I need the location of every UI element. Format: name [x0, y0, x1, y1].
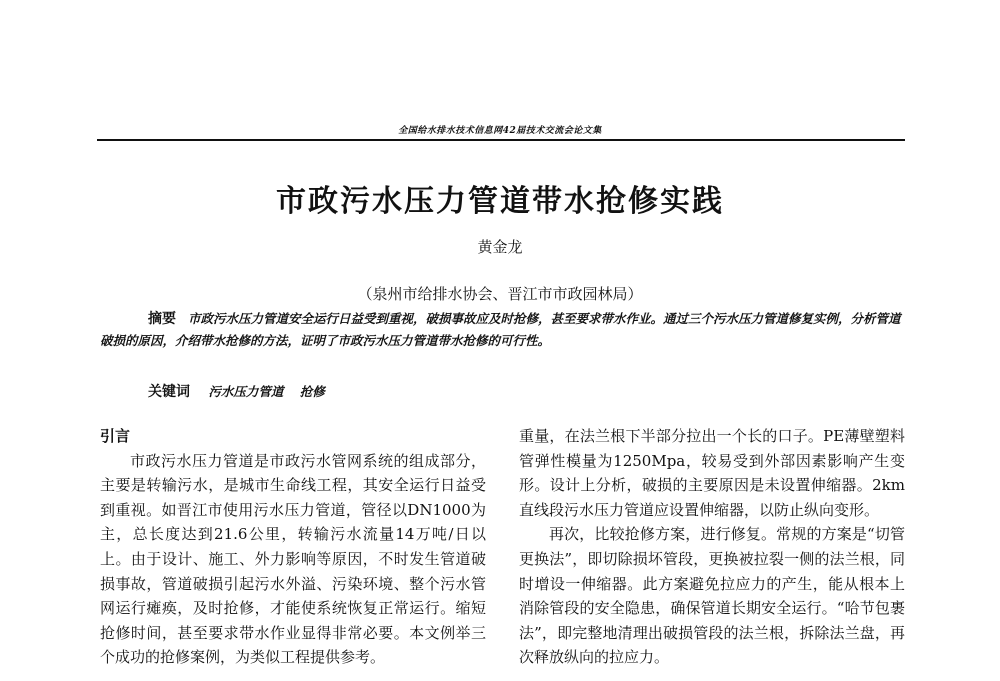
keywords-label: 关键词 [148, 384, 190, 400]
abstract-text: 市政污水压力管道安全运行日益受到重视，破损事故应及时抢修，甚至要求带水作业。通过三个污水压力管道修复实例，分析管道破损的原因，介绍带水抢修的方法，证明了市政污水压力管道带水抢修的可行性。 [100, 311, 901, 348]
author: 黄金龙 [477, 238, 523, 256]
left-column [100, 424, 486, 670]
running-header: 全国给水排水技术信息网42届技术交流会论文集 [398, 126, 602, 136]
body-paragraph: 重量，在法兰根下半部分拉出一个长的口子。PE薄壁塑料管弹性模量为1250Mpa，较易受到外部因素影响产生变形。设计上分析，破损的主要原因是未设置伸缩器。2km直线段污水压力管道应设置伸缩器，以防止纵向变形。 [519, 427, 905, 519]
paper-title: 市政污水压力管道带水抢修实践 [276, 184, 724, 219]
affiliation: （泉州市给排水协会、晋江市市政园林局） [357, 285, 643, 303]
right-column [519, 424, 905, 670]
intro-paragraph: 市政污水压力管道是市政污水管网系统的组成部分，主要是转输污水，是城市生命线工程，其安全运行日益受到重视。如晋江市使用污水压力管道，管径以DN1000为主，总长度达到21.6公里，转输污水流量14万吨/日以上。由于设计、施工、外力影响等原因，不时发生管道破损事故，管道破损引起污水外溢、污染环境、整个污水管网运行瘫痪，及时抢修，才能使系统恢复正常运行。缩短抢修时间，甚至要求带水作业显得非常必要。本文例举三个成功的抢修案例，为类似工程提供参考。 [100, 451, 486, 667]
abstract-label: 摘要 [148, 311, 176, 327]
keyword: 抢修 [299, 384, 325, 399]
keyword: 污水压力管道 [208, 384, 284, 399]
section-heading-intro: 引言 [100, 427, 131, 445]
abstract [100, 308, 905, 351]
keywords [148, 381, 337, 401]
header-rule [97, 139, 905, 141]
body-paragraph: 再次，比较抢修方案，进行修复。常规的方案是“切管更换法”，即切除损坏管段，更换被拉裂一侧的法兰根，同时增设一伸缩器。此方案避免拉应力的产生，能从根本上消除管段的安全隐患，确保管道长期安全运行。“哈节包裹法”，即完整地清理出破损管段的法兰根，拆除法兰盘，再次释放纵向的拉应力。 [519, 525, 905, 667]
